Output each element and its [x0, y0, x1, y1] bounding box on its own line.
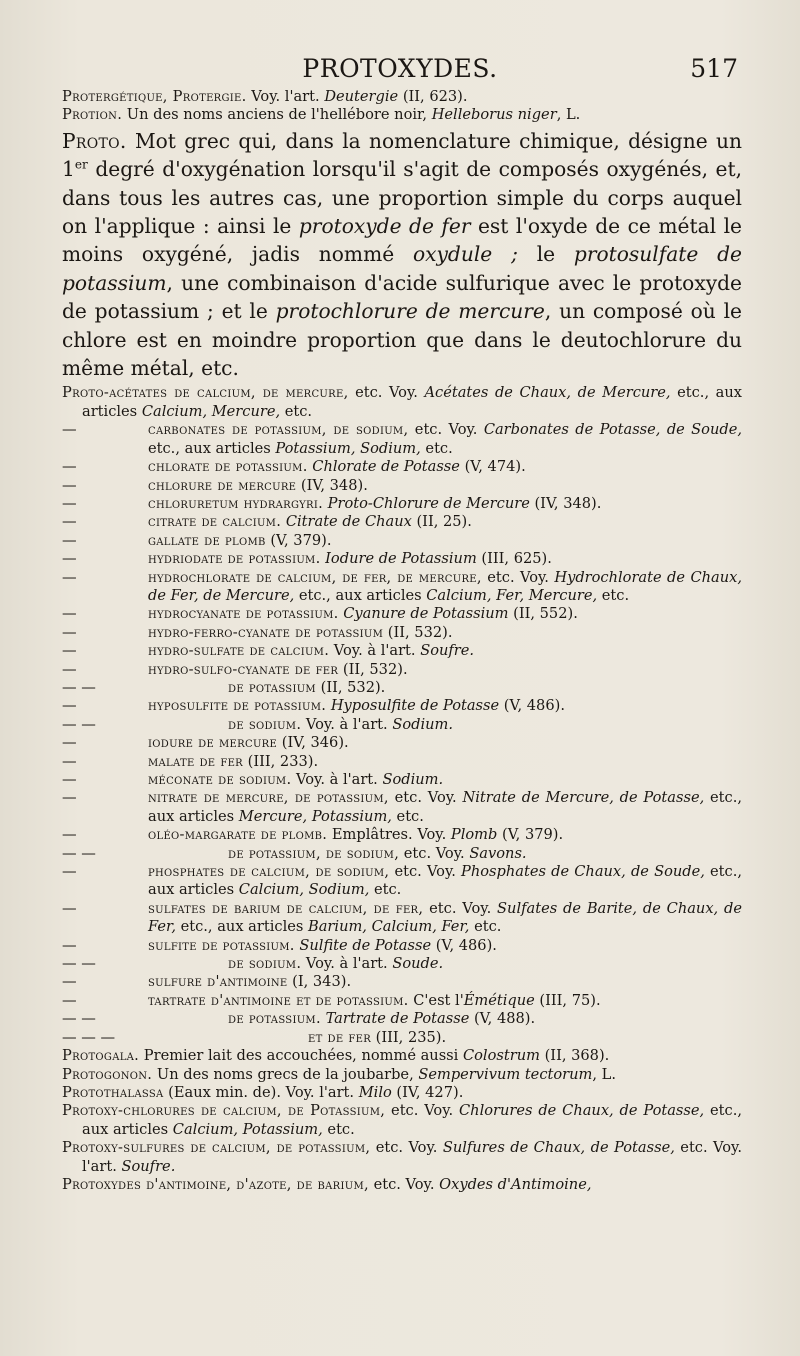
subentry-text: etc., aux articles: [294, 586, 427, 604]
dash-mark: —: [62, 697, 77, 715]
subentry-head: hyposulfite de potassium.: [148, 697, 327, 715]
entry-text: etc. Voy.: [368, 1175, 440, 1193]
dictionary-entry: [62, 1084, 742, 1102]
subentry-text: etc. Voy.: [423, 899, 498, 917]
subentry-text: (V, 488).: [469, 1010, 536, 1028]
entry-text: etc. Voy. l'art.: [82, 1139, 742, 1175]
subentry-line: [62, 513, 742, 531]
entry-text: etc.: [322, 1120, 355, 1138]
subentry-text: etc.: [391, 807, 424, 825]
subentry-text: etc.: [369, 881, 402, 899]
subentry-text: (I, 343).: [287, 973, 352, 991]
subentry-line: [62, 789, 742, 826]
subentry-text: etc. Voy.: [389, 863, 462, 881]
subentry-head: sulfure d'antimoine: [148, 973, 288, 991]
subentry-line: [62, 624, 742, 642]
subentry-text: C'est l': [408, 991, 464, 1009]
entry-text: (II, 623).: [398, 88, 468, 105]
subentry-text: (III, 625).: [476, 550, 552, 568]
subentry-text: (II, 552).: [508, 605, 578, 623]
subentry-line: [62, 955, 742, 973]
subentry-text: (II, 532).: [383, 623, 453, 641]
entry-head: Proto-acétates de calcium, de mercure,: [62, 384, 349, 402]
subentry-text: etc., aux articles: [148, 863, 742, 899]
subentry-line: [62, 421, 742, 458]
dash-mark: —: [62, 623, 77, 641]
subentry-text: etc., aux articles: [148, 439, 276, 457]
entry-italic: Chlorures de Chaux, de Potasse,: [459, 1102, 705, 1120]
entry-italic: protochlorure de mercure: [275, 299, 545, 324]
subentry-line: [62, 495, 742, 513]
entry-text: Voy. l'art.: [246, 88, 325, 105]
entry-italic: Milo: [358, 1083, 392, 1101]
subentry-head: hydrocyanate de potassium.: [148, 605, 339, 623]
entry-head: Protogala.: [62, 1047, 140, 1065]
entry-head: Proto.: [62, 128, 127, 153]
subentry-line: [62, 697, 742, 715]
dash-mark: —: [62, 458, 77, 476]
dash-mark: —: [62, 531, 77, 549]
dash-mark: —: [62, 476, 77, 494]
subentry-text: (II, 25).: [411, 513, 472, 531]
subentry-text: Voy. à l'art.: [301, 715, 393, 733]
dash-mark: —: [62, 991, 77, 1009]
dash-mark: — —: [62, 844, 96, 862]
subentry-italic: Chlorate de Potasse: [312, 458, 460, 476]
entry-text: , L.: [556, 106, 581, 124]
dash-mark: —: [62, 550, 77, 568]
dash-mark: —: [62, 863, 77, 881]
dash-mark: —: [62, 752, 77, 770]
running-title: PROTOXYDES.: [302, 54, 498, 83]
subentry-text: Voy. à l'art.: [301, 955, 393, 973]
dash-mark: —: [62, 494, 77, 512]
subentry-line: [62, 1029, 742, 1047]
subentry-head: phosphates de calcium, de sodium,: [148, 863, 390, 881]
page-number: 517: [690, 54, 738, 83]
subentry-head: oléo-margarate de plomb.: [148, 826, 328, 844]
entry-italic: Colostrum: [462, 1047, 540, 1065]
subentry-head: citrate de calcium.: [148, 513, 282, 531]
dash-mark: —: [62, 973, 77, 991]
dictionary-entry: [62, 1139, 742, 1176]
subentry-head: hydrochlorate de calcium, de fer, de mercure,: [148, 568, 482, 586]
subentry-italic: Sulfite de Potasse: [299, 936, 432, 954]
subentry-head: sulfates de barium de calcium, de fer,: [148, 899, 424, 917]
entry-head: Protion.: [62, 106, 123, 124]
dictionary-entry: [62, 384, 742, 421]
subentry-italic: Barium, Calcium, Fer,: [308, 918, 470, 936]
entry-text: etc. Voy.: [370, 1139, 443, 1157]
subentry-italic: Nitrate de Mercure, de Potasse,: [462, 789, 705, 807]
subentry-head: iodure de mercure: [148, 734, 278, 752]
subentry-head: et de fer: [308, 1028, 372, 1046]
subentry-italic: Hydrochlorate de Chaux, de Fer, de Mercure,: [148, 568, 742, 604]
dash-mark: —: [62, 605, 77, 623]
dash-mark: —: [62, 826, 77, 844]
dictionary-entry: [62, 88, 742, 106]
subentry-text: (V, 486).: [499, 697, 565, 715]
dash-mark: —: [62, 568, 77, 586]
subentry-line: [62, 771, 742, 789]
subentry-head: hydro-ferro-cyanate de potassium: [148, 623, 384, 641]
subentry-head: hydro-sulfate de calcium.: [148, 642, 330, 660]
subentry-head: chloruretum hydrargyri.: [148, 494, 324, 512]
entry-head: Protoxydes d'antimoine, d'azote, de barium,: [62, 1175, 369, 1193]
subentry-line: [62, 753, 742, 771]
entry-text: etc., aux articles: [82, 1102, 742, 1138]
subentry-line: [62, 845, 742, 863]
subentry-head: hydriodate de potassium.: [148, 550, 321, 568]
entry-italic: Helleborus niger: [431, 106, 557, 124]
entry-italic: Deutergie: [324, 88, 399, 105]
subentry-line: [62, 642, 742, 660]
entry-text: , une combinaison d'acide sulfurique avec le protoxyde de potassium ; et le: [62, 270, 742, 324]
subentry-text: (II, 532).: [315, 678, 386, 696]
subentry-text: Emplâtres. Voy.: [327, 826, 451, 844]
subentry-line: [62, 716, 742, 734]
subentry-line: [62, 973, 742, 991]
subentry-text: (III, 75).: [534, 991, 601, 1009]
dash-mark: —: [62, 734, 77, 752]
subentry-head: carbonates de potassium, de sodium,: [148, 421, 409, 439]
entry-head: Protergétique, Protergie.: [62, 88, 247, 105]
entry-text: est l'oxyde de ce métal le moins oxygéné, jadis nommé: [62, 214, 742, 267]
subentry-text: (IV, 346).: [277, 734, 349, 752]
subentry-italic: Sodium.: [382, 771, 444, 788]
dash-mark: — —: [62, 955, 96, 973]
entry-text: Un des noms anciens de l'hellébore noir,: [122, 106, 432, 124]
subentry-line: [62, 569, 742, 606]
entry-head: Protogonon.: [62, 1065, 153, 1083]
subentry-text: etc.: [420, 439, 453, 457]
subentry-line: [62, 458, 742, 476]
subentry-text: etc.: [469, 918, 502, 936]
subentry-italic: Cyanure de Potassium: [343, 605, 509, 623]
subentry-text: (IV, 348).: [529, 494, 602, 512]
subentry-text: (III, 235).: [371, 1028, 447, 1046]
entry-text: , L.: [592, 1065, 616, 1083]
subentry-italic: Calcium, Fer, Mercure,: [426, 586, 598, 604]
dictionary-entry: [62, 1102, 742, 1139]
subentry-text: etc.: [597, 586, 630, 604]
entry-text: (Eaux min. de). Voy. l'art.: [163, 1083, 359, 1101]
subentry-head: hydro-sulfo-cyanate de fer: [148, 660, 339, 678]
subentry-italic: Mercure, Potassium,: [238, 807, 392, 825]
subentry-head: de sodium.: [228, 715, 302, 733]
entry-italic: Calcium, Mercure,: [141, 402, 281, 420]
subentry-text: (V, 379).: [265, 531, 332, 549]
subentry-line: [62, 734, 742, 752]
subentry-line: [62, 1010, 742, 1028]
subentry-head: de potassium: [228, 678, 316, 696]
subentry-text: etc. Voy.: [388, 789, 463, 807]
dictionary-entry: [62, 1066, 742, 1084]
entry-head: Protoxy-sulfures de calcium, de potassium,: [62, 1139, 371, 1157]
subentry-head: chlorure de mercure: [148, 476, 297, 494]
ordinal-superscript: er: [74, 157, 88, 172]
subentry-line: [62, 477, 742, 495]
entry-italic: Sulfures de Chaux, de Potasse,: [442, 1139, 675, 1157]
subentry-text: etc., aux articles: [148, 789, 742, 825]
subentry-italic: Sulfates de Barite, de Chaux, de Fer,: [148, 899, 742, 936]
dash-mark: — —: [62, 715, 96, 733]
dictionary-entry: [62, 106, 742, 124]
subentry-text: (IV, 348).: [296, 476, 368, 494]
subentry-text: etc. Voy.: [408, 421, 484, 439]
subentry-italic: Hyposulfite de Potasse: [330, 697, 500, 715]
subentry-head: méconate de sodium.: [148, 771, 292, 788]
subentry-text: (V, 379).: [497, 826, 564, 844]
subentry-italic: Tartrate de Potasse: [325, 1010, 470, 1028]
dictionary-entry-proto: [62, 127, 742, 383]
subentry-head: malate de fer: [148, 752, 244, 770]
subentry-head: nitrate de mercure, de potassium,: [148, 789, 389, 807]
subentry-italic: Citrate de Chaux: [285, 513, 412, 531]
dash-mark: —: [62, 660, 77, 678]
subentry-line: [62, 605, 742, 623]
entry-text: etc. Voy.: [348, 384, 425, 402]
entry-text: (IV, 427).: [391, 1083, 464, 1101]
subentry-head: de sodium.: [228, 955, 302, 973]
entry-text: Premier lait des accouchées, nommé aussi: [139, 1047, 463, 1065]
subentry-italic: Plomb: [450, 826, 498, 844]
entry-text: le: [517, 242, 574, 267]
entry-italic: Soufre.: [121, 1157, 176, 1175]
entry-text: etc. Voy.: [385, 1102, 459, 1120]
subentry-text: etc. Voy.: [399, 844, 470, 862]
subentry-italic: Soude.: [392, 955, 444, 973]
page-body: [62, 88, 742, 1194]
subentry-line: [62, 679, 742, 697]
entry-italic: protoxyde de fer: [298, 214, 471, 239]
subentry-text: (III, 233).: [243, 752, 319, 770]
entry-italic: Sempervivum tectorum: [418, 1065, 593, 1083]
subentry-text: Voy. à l'art.: [329, 642, 421, 660]
subentry-head: tartrate d'antimoine et de potassium.: [148, 991, 409, 1009]
entry-text: etc., aux articles: [82, 384, 742, 420]
dash-mark: —: [62, 789, 77, 807]
entry-italic: Acétates de Chaux, de Mercure,: [424, 384, 671, 402]
dictionary-entry: [62, 1176, 742, 1194]
entry-italic: Calcium, Potassium,: [172, 1120, 323, 1138]
subentry-text: etc. Voy.: [481, 568, 555, 586]
dash-mark: —: [62, 936, 77, 954]
subentry-line: [62, 550, 742, 568]
subentry-text: etc., aux articles: [175, 918, 308, 936]
subentry-italic: Sodium.: [392, 715, 453, 733]
subentry-italic: Calcium, Sodium,: [238, 881, 370, 899]
subentry-italic: Potassium, Sodium,: [275, 439, 421, 457]
subentry-head: de potassium, de sodium,: [228, 844, 400, 862]
subentry-line: [62, 937, 742, 955]
entry-head: Protoxy-chlorures de calcium, de Potassium,: [62, 1102, 386, 1120]
subentry-head: chlorate de potassium.: [148, 458, 308, 476]
subentry-italic: Proto-Chlorure de Mercure: [327, 494, 530, 512]
dash-mark: —: [62, 642, 77, 660]
subentry-text: Voy. à l'art.: [291, 771, 383, 788]
entry-italic: oxydule ;: [412, 242, 518, 267]
subentry-line: [62, 863, 742, 900]
entry-italic: protosulfate de potassium: [62, 242, 742, 295]
subentry-italic: Carbonates de Potasse, de Soude,: [483, 421, 742, 439]
subentry-italic: Iodure de Potassium: [325, 550, 477, 568]
following-entries: [62, 1047, 742, 1194]
entry-text: Mot grec qui, dans la nomenclature chimique, désigne un 1: [62, 128, 742, 182]
dash-mark: —: [62, 899, 77, 917]
subentry-head: gallate de plomb: [148, 531, 266, 549]
subentry-italic: Émétique: [463, 991, 535, 1009]
subentry-text: (II, 532).: [338, 660, 408, 678]
dash-mark: —: [62, 421, 77, 439]
entry-italic: Oxydes d'Antimoine,: [439, 1175, 592, 1193]
dash-mark: — —: [62, 1010, 96, 1028]
subentry-line: [62, 532, 742, 550]
dictionary-entry: [62, 1047, 742, 1065]
dash-mark: —: [62, 771, 77, 788]
subentry-head: sulfite de potassium.: [148, 936, 295, 954]
subentry-line: [62, 661, 742, 679]
subentry-italic: Soufre.: [420, 642, 475, 660]
entry-head: Protothalassa: [62, 1083, 164, 1101]
entry-text: (II, 368).: [539, 1047, 610, 1065]
entry-text: Un des noms grecs de la joubarbe,: [152, 1065, 419, 1083]
proto-subentries: [62, 421, 742, 1047]
subentry-line: [62, 826, 742, 844]
dash-mark: — — —: [62, 1028, 116, 1046]
subentry-italic: Savons.: [469, 844, 527, 862]
dash-mark: — —: [62, 678, 96, 696]
subentry-line: [62, 900, 742, 937]
subentry-line: [62, 992, 742, 1010]
entry-text: etc.: [280, 402, 313, 420]
subentry-italic: Phosphates de Chaux, de Soude,: [461, 863, 705, 881]
dash-mark: —: [62, 513, 77, 531]
subentry-text: (V, 486).: [431, 936, 497, 954]
subentry-text: (V, 474).: [459, 458, 526, 476]
entry-text: degré d'oxygénation lorsqu'il s'agit de composés oxygénés, et, dans tous les autres cas, une proportion simple du corps auquel on l'applique : ainsi le: [62, 157, 742, 239]
subentry-head: de potassium.: [228, 1010, 321, 1028]
entry-text: , un composé où le chlore est en moindre proportion que dans le deutochlorure du même métal, etc.: [62, 299, 742, 381]
